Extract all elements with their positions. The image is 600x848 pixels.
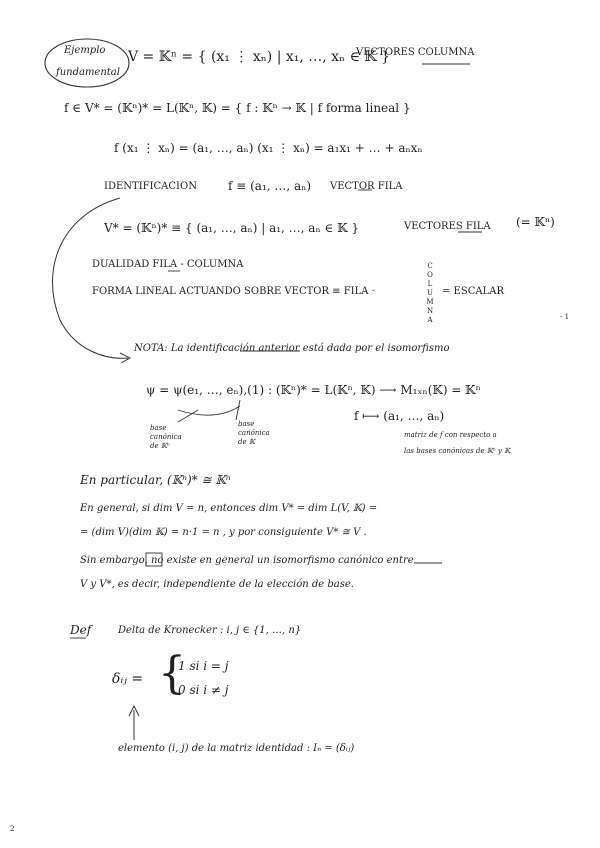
forma-lineal-label: FORMA LINEAL ACTUANDO SOBRE VECTOR ≡ FILA · <box>92 286 375 297</box>
margin-mark: - 1 <box>560 313 570 321</box>
page-number: 2 <box>10 825 15 833</box>
vectores-columna-label: VECTORES COLUMNA <box>356 47 475 58</box>
f-maps-to: f ⟼ (a₁, …, aₙ) <box>354 409 445 423</box>
psi-definition: ψ = ψ(e₁, …, eₙ),(1) : (𝕂ⁿ)* = L(𝕂ⁿ, 𝕂) ⟶ M₁ₓₙ(𝕂) = 𝕂ⁿ <box>146 383 481 397</box>
boxed-label-line-1: Ejemplo <box>64 45 106 56</box>
escalar-label: = ESCALAR <box>442 286 504 297</box>
vstar-definition: V* = (𝕂ⁿ)* ≡ { (a₁, …, aₙ) | a₁, …, aₙ ∈ 𝕂 } <box>104 221 360 235</box>
delta-brace: { <box>158 648 186 699</box>
matriz-de-f-line-1: matriz de f con respecto a <box>404 431 497 439</box>
dual-definition: f ∈ V* = (𝕂ⁿ)* = L(𝕂ⁿ, 𝕂) = { f : 𝕂ⁿ → 𝕂 | f forma lineal } <box>64 101 411 115</box>
boxed-label-line-2: fundamental <box>56 67 120 78</box>
vector-fila-label: VECTOR FILA <box>330 181 403 192</box>
sin-embargo-2: V y V*, es decir, independiente de la elección de base. <box>80 579 354 590</box>
delta-case-1: 1 si i = j <box>178 659 229 673</box>
delta-title: Delta de Kronecker : i, j ∈ {1, …, n} <box>118 625 302 636</box>
dualidad-label: DUALIDAD FILA - COLUMNA <box>92 259 244 270</box>
delta-case-2: 0 si i ≠ j <box>178 683 229 697</box>
matriz-de-f-line-2: las bases canónicas de 𝕂ⁿ y 𝕂 <box>404 447 511 455</box>
curved-arrow-head <box>120 353 130 363</box>
en-general: En general, si dim V = n, entonces dim V* = dim L(V, 𝕂) = <box>80 503 378 514</box>
base-canonica-kn: base canónica de 𝕂ⁿ <box>150 424 182 450</box>
base-canonica-k: base canónica de 𝕂 <box>238 420 270 446</box>
columna-vertical: C O L U M N A <box>426 262 434 324</box>
sin-embargo-1: Sin embargo, no existe en general un isomorfismo canónico entre <box>80 555 414 566</box>
underbrace <box>178 406 240 415</box>
en-particular: En particular, (𝕂ⁿ)* ≅ 𝕂ⁿ <box>80 473 231 487</box>
elemento-line: elemento (i, j) de la matriz identidad : Iₙ = (δᵢⱼ) <box>118 743 355 754</box>
identificacion-label: IDENTIFICACION <box>104 181 197 192</box>
vectores-fila-label: VECTORES FILA <box>404 221 491 232</box>
kn-paren: (= 𝕂ⁿ) <box>516 215 555 229</box>
f-evaluation: f (x₁ ⋮ xₙ) = (a₁, …, aₙ) (x₁ ⋮ xₙ) = a₁x₁ + … + aₙxₙ <box>114 141 423 155</box>
delta-lhs: δᵢⱼ = <box>112 671 144 687</box>
dim-calculation: = (dim V)(dim 𝕂) = n·1 = n , y por consiguiente V* ≅ V . <box>80 527 367 538</box>
v-definition: V = 𝕂ⁿ = { (x₁ ⋮ xₙ) | x₁, …, xₙ ∈ 𝕂 } <box>128 49 390 65</box>
def-label: Def <box>70 623 92 637</box>
nota-line: NOTA: La identificación anterior está dada por el isomorfismo <box>134 343 450 354</box>
identificacion-f: f ≡ (a₁, …, aₙ) <box>228 179 312 193</box>
